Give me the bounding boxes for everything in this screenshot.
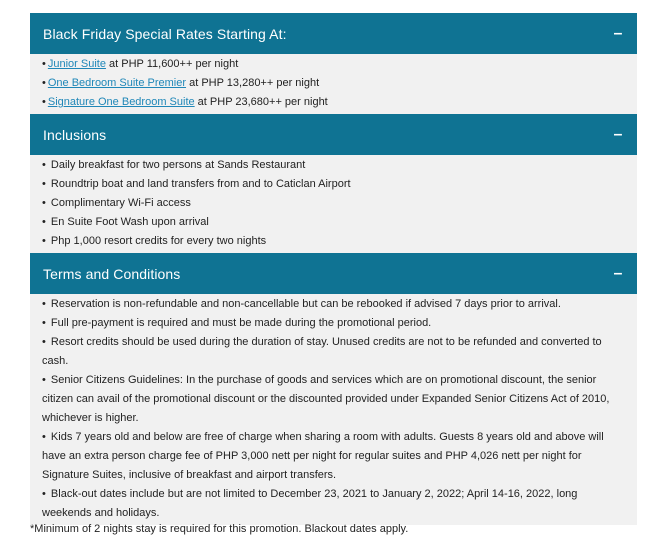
rates-section-header[interactable] [30, 13, 637, 54]
bullet-icon: • [42, 58, 46, 70]
terms-section-header[interactable] [30, 253, 637, 294]
bullet-icon: • [42, 431, 46, 443]
terms-section-body [30, 294, 637, 525]
list-item [42, 175, 629, 194]
inclusions-section-body [30, 155, 637, 253]
list-item [42, 74, 629, 93]
terms-section [30, 253, 637, 525]
term-text: Resort credits should be used during the duration of stay. Unused credits are not to be refunded and converted to cash. [42, 336, 602, 367]
list-item [42, 485, 629, 523]
bullet-icon: • [42, 374, 46, 386]
bullet-icon: • [42, 298, 46, 310]
rates-section-title: Black Friday Special Rates Starting At: [43, 25, 287, 42]
list-item [42, 295, 629, 314]
inclusion-text: Roundtrip boat and land transfers from and to Caticlan Airport [50, 178, 351, 190]
rate-text: at PHP 11,600++ per night [105, 58, 239, 70]
signature-one-bedroom-suite-link[interactable]: Signature One Bedroom Suite [47, 96, 195, 108]
list-item [42, 156, 629, 175]
bullet-icon: • [42, 77, 46, 89]
list-item [42, 93, 629, 112]
list-item [42, 314, 629, 333]
list-item [42, 213, 629, 232]
bullet-icon: • [42, 178, 46, 190]
inclusions-section-header[interactable] [30, 114, 637, 155]
bullet-icon: • [42, 235, 46, 247]
collapse-icon[interactable]: – [613, 264, 623, 282]
bullet-icon: • [42, 317, 46, 329]
inclusions-section [30, 114, 637, 253]
terms-section-title: Terms and Conditions [43, 265, 181, 282]
rate-text: at PHP 23,680++ per night [194, 96, 328, 108]
rate-text: at PHP 13,280++ per night [186, 77, 320, 89]
list-item [42, 194, 629, 213]
bullet-icon: • [42, 216, 46, 228]
collapse-icon[interactable]: – [613, 125, 623, 143]
bullet-icon: • [42, 488, 46, 500]
inclusion-text: Complimentary Wi-Fi access [50, 197, 191, 209]
inclusion-text: En Suite Foot Wash upon arrival [50, 216, 209, 228]
inclusion-text: Php 1,000 resort credits for every two nights [50, 235, 267, 247]
term-text: Full pre-payment is required and must be made during the promotional period. [50, 317, 432, 329]
term-text: Black-out dates include but are not limited to December 23, 2021 to January 2, 2022; April 14-16, 2022, long weekends and holidays. [42, 488, 578, 519]
list-item [42, 428, 629, 485]
inclusion-text: Daily breakfast for two persons at Sands Restaurant [50, 159, 306, 171]
list-item [42, 232, 629, 251]
term-text: Kids 7 years old and below are free of charge when sharing a room with adults. Guests 8 years old and above will have an extra person charge fee of PHP 3,000 nett per night for regular suites and PHP 4,026 nett per night for Signature Suites, inclusive of breakfast and airport transfers. [42, 431, 604, 481]
term-text: Senior Citizens Guidelines: In the purchase of goods and services which are on promotional discount, the senior citizen can avail of the promotional discount or the discounted provided under Expanded Senior Citizens Act of 2010, whichever is higher. [42, 374, 610, 424]
promo-accordion [30, 13, 637, 525]
bullet-icon: • [42, 159, 46, 171]
list-item [42, 55, 629, 74]
bullet-icon: • [42, 197, 46, 209]
one-bedroom-suite-premier-link[interactable]: One Bedroom Suite Premier [47, 77, 187, 89]
bullet-icon: • [42, 96, 46, 108]
list-item [42, 371, 629, 428]
collapse-icon[interactable]: – [613, 24, 623, 42]
bullet-icon: • [42, 336, 46, 348]
term-text: Reservation is non-refundable and non-cancellable but can be rebooked if advised 7 days prior to arrival. [50, 298, 561, 310]
list-item [42, 333, 629, 371]
inclusions-section-title: Inclusions [43, 126, 107, 143]
footnote: *Minimum of 2 nights stay is required for this promotion. Blackout dates apply. [30, 523, 409, 535]
rates-section [30, 13, 637, 114]
rates-section-body [30, 54, 637, 114]
junior-suite-link[interactable]: Junior Suite [47, 58, 106, 70]
